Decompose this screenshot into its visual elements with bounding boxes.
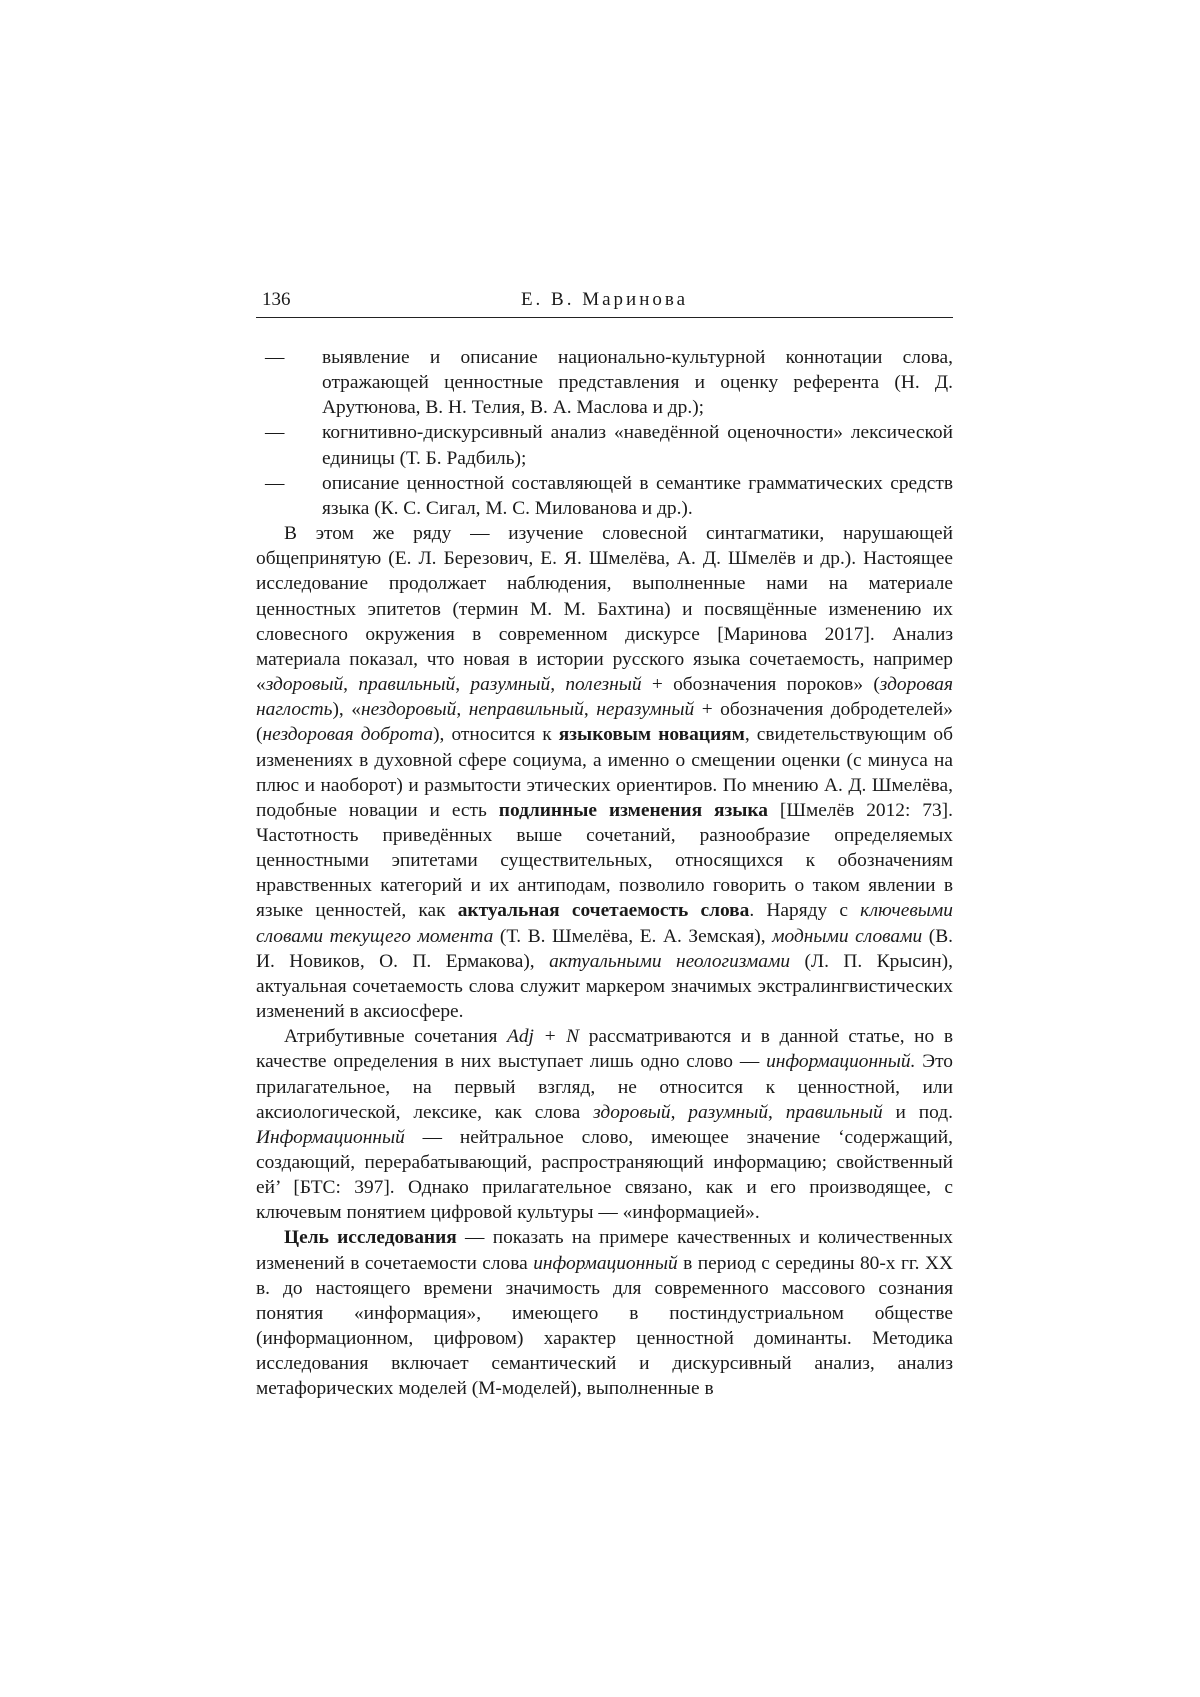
text: + обозначения добродетелей» ( bbox=[256, 699, 953, 746]
page-number: 136 bbox=[262, 289, 291, 310]
text: Атрибутивные сочетания bbox=[284, 1026, 507, 1048]
text: [Шмелёв 2012: 73]. Частотность приведённых выше сочетаний, разнообразие определяемых ценностными эпитетами существительных, относящихся к обозначениям нравственных категорий и их антиподам, позволило говорить о таком явлении в языке ценностей, как bbox=[256, 799, 953, 922]
text: ), « bbox=[332, 699, 361, 721]
emphasis: нездоровая доброта bbox=[262, 724, 434, 746]
strong: подлинные изменения языка bbox=[498, 799, 768, 821]
emphasis: неразумный bbox=[596, 699, 695, 721]
text: . Наряду с bbox=[749, 900, 861, 922]
strong: языковым новациям bbox=[558, 724, 745, 746]
list-item-text: описание ценностной составляющей в семантике грамматических средств языка (К. С. Сигал, М. С. Милованова и др.). bbox=[322, 472, 953, 519]
text: , bbox=[583, 699, 597, 721]
emphasis: разумный bbox=[470, 674, 551, 696]
emphasis: информационный. bbox=[766, 1051, 916, 1073]
emphasis: нездоровый bbox=[360, 699, 457, 721]
article-body bbox=[256, 345, 953, 1402]
text: ), относится к bbox=[433, 724, 559, 746]
list-dash: — bbox=[265, 347, 285, 368]
list-item-text: выявление и описание национально-культурной коннотации слова, отражающей ценностные представления и оценку референта (Н. Д. Арутюнова, В. Н. Телия, В. А. Маслова и др.); bbox=[322, 347, 953, 419]
emphasis: актуальными неологизмами bbox=[549, 950, 791, 972]
text: Это прилагательное, на первый взгляд, не относится к ценностной, или аксиологической, лексике, как слова bbox=[256, 1051, 953, 1123]
list-dash: — bbox=[265, 422, 285, 444]
emphasis: разумный bbox=[688, 1101, 769, 1123]
emphasis: ключевыми словами текущего момента bbox=[256, 900, 953, 947]
text: — нейтральное слово, имеющее значение ‘содержащий, создающий, перерабатывающий, распространяющий информацию; свойственный ей’ [БТС: 397]. Однако прилагательное связано, как и его производящее, с ключевым понятием цифровой культуры — «информацией». bbox=[256, 1126, 953, 1224]
paragraph-3 bbox=[256, 1225, 953, 1401]
text: (Л. П. Крысин), актуальная сочетаемость слова служит маркером значимых экстралингвистических изменений в аксиосфере. bbox=[256, 950, 953, 1023]
emphasis: правильный bbox=[785, 1101, 883, 1123]
text: , свидетельствующим об изменениях в духовной сфере социума, а именно о смещении оценки (с минуса на плюс и наоборот) и размытости этических ориентиров. По мнению А. Д. Шмелёва, подобные новации и есть bbox=[256, 724, 953, 821]
paragraph-2 bbox=[256, 1024, 953, 1225]
text: и под. bbox=[882, 1101, 953, 1123]
text: , bbox=[456, 699, 469, 721]
strong: Цель исследования bbox=[284, 1227, 457, 1249]
emphasis: модными словами bbox=[772, 925, 923, 947]
emphasis: правильный bbox=[358, 674, 456, 696]
text: в период с середины 80-х гг. XX в. до настоящего времени значимость для современного массового сознания понятия «информация», имеющего в постиндустриальном обществе (информационном, цифровом) характер ценностной доминанты. Методика исследования включает семантический и дискурсивный анализ, анализ метафорических моделей (М-моделей), выполненные в bbox=[256, 1252, 953, 1400]
list-item bbox=[256, 471, 953, 521]
emphasis: полезный bbox=[565, 674, 642, 696]
text: , bbox=[550, 674, 566, 696]
emphasis: неправильный bbox=[468, 699, 584, 721]
strong: актуальная сочетаемость слова bbox=[457, 900, 750, 922]
text: (В. И. Новиков, О. П. Ермакова), bbox=[256, 925, 953, 972]
list-item bbox=[256, 420, 953, 470]
text: , bbox=[455, 674, 471, 696]
emphasis: информационный bbox=[533, 1252, 678, 1274]
list-item-text: когнитивно-дискурсивный анализ «наведённой оценочности» лексической единицы (Т. Б. Радбиль); bbox=[322, 422, 953, 469]
emphasis: здоровый bbox=[265, 674, 344, 696]
list-dash: — bbox=[265, 472, 285, 494]
running-head bbox=[256, 287, 953, 318]
text: — показать на примере качественных и количественных изменений в сочетаемости слова bbox=[256, 1227, 953, 1274]
text: , bbox=[670, 1101, 689, 1123]
text: рассматриваются и в данной статье, но в качестве определения в них выступает лишь одно слово — bbox=[256, 1026, 953, 1073]
text: + обозначения пороков» ( bbox=[641, 674, 880, 696]
running-head-author: Е. В. Маринова bbox=[520, 289, 689, 310]
text: , bbox=[768, 1101, 786, 1123]
text: В этом же ряду — изучение словесной синтагматики, нарушающей общепринятую (Е. Л. Березович, Е. Я. Шмелёва, А. Д. Шмелёв и др.). Настоящее исследование продолжает наблюдения, выполненные нами на материале ценностных эпитетов (термин М. М. Бахтина) и посвящённые изменению их словесного окружения в современном дискурсе [Маринова 2017]. Анализ материала показал, что новая в истории русского языка сочетаемость, например « bbox=[256, 523, 953, 696]
paragraph-1 bbox=[256, 521, 953, 1024]
text: (Т. В. Шмелёва, Е. А. Земская), bbox=[493, 925, 773, 947]
list-item bbox=[256, 345, 953, 420]
emphasis: здоровый bbox=[593, 1101, 671, 1123]
text: , bbox=[343, 674, 359, 696]
emphasis: здоровая наглость bbox=[256, 674, 953, 721]
emphasis: Информационный bbox=[256, 1126, 405, 1148]
emphasis: Adj + N bbox=[506, 1026, 580, 1048]
